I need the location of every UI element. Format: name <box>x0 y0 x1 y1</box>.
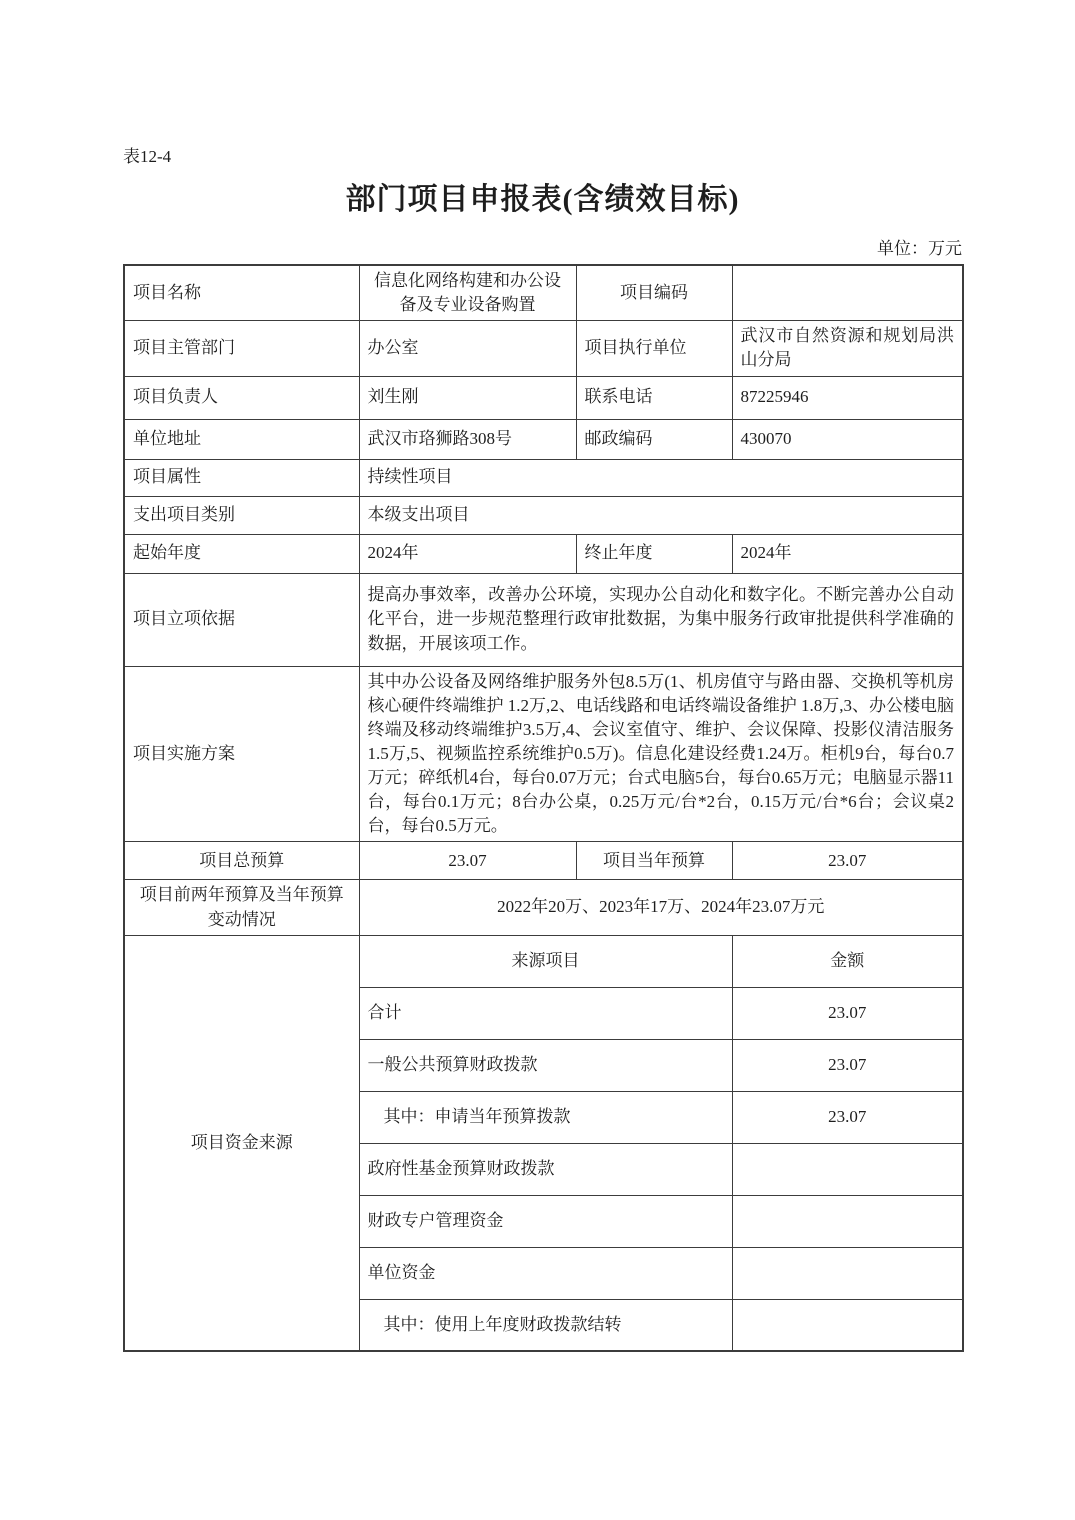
row-years <box>124 534 963 573</box>
row-budget-history <box>124 880 963 935</box>
end-year-value: 2024年 <box>732 534 963 573</box>
funding-row-label: 其中：申请当年预算拨款 <box>359 1091 732 1143</box>
attribute-value: 持续性项目 <box>359 459 963 496</box>
unit-note: 单位：万元 <box>877 239 962 258</box>
funding-row-amount: 23.07 <box>732 1091 963 1143</box>
row-plan <box>124 666 963 842</box>
funding-row-amount: 23.07 <box>732 987 963 1039</box>
project-code-value <box>732 265 963 321</box>
dept-label: 项目主管部门 <box>124 321 359 376</box>
exec-unit-label: 项目执行单位 <box>576 321 732 376</box>
start-year-value: 2024年 <box>359 534 576 573</box>
funding-row-label: 财政专户管理资金 <box>359 1195 732 1247</box>
phone-value: 87225946 <box>732 376 963 419</box>
exec-unit-value: 武汉市自然资源和规划局洪山分局 <box>732 321 963 376</box>
row-dept <box>124 321 963 376</box>
postcode-label: 邮政编码 <box>576 419 732 459</box>
funding-row-amount <box>732 1143 963 1195</box>
attribute-label: 项目属性 <box>124 459 359 496</box>
plan-label: 项目实施方案 <box>124 666 359 842</box>
funding-row-amount <box>732 1247 963 1299</box>
funding-header-row <box>124 935 963 987</box>
basis-value: 提高办事效率，改善办公环境，实现办公自动化和数字化。不断完善办公自动化平台，进一步规范整理行政审批数据，为集中服务行政审批提供科学准确的数据，开展该项工作。 <box>359 573 963 666</box>
row-address <box>124 419 963 459</box>
funding-amount-header: 金额 <box>732 935 963 987</box>
project-name-value: 信息化网络构建和办公设备及专业设备购置 <box>359 265 576 321</box>
total-budget-value: 23.07 <box>359 842 576 880</box>
funding-row-amount: 23.07 <box>732 1039 963 1091</box>
funding-row-label: 单位资金 <box>359 1247 732 1299</box>
postcode-value: 430070 <box>732 419 963 459</box>
end-year-label: 终止年度 <box>576 534 732 573</box>
funding-row-label: 政府性基金预算财政拨款 <box>359 1143 732 1195</box>
table-number: 表12-4 <box>123 147 172 166</box>
page-title: 部门项目申报表(含绩效目标) <box>345 183 740 216</box>
address-value: 武汉市珞狮路308号 <box>359 419 576 459</box>
row-attribute <box>124 459 963 496</box>
history-value: 2022年20万、2023年17万、2024年23.07万元 <box>359 880 963 935</box>
plan-value: 其中办公设备及网络维护服务外包8.5万(1、机房值守与路由器、交换机等机房核心硬件终端维护 1.2万,2、电话线路和电话终端设备维护 1.8万,3、办公楼电脑终端及移动终端维护3.5万,4、会议室值守、维护、会议保障、投影仪清洁服务 1.5万,5、视频监控系统维护0.5万)。信息化建设经费1.24万。柜机9台，每台0.7万元；碎纸机4台，每台0.07万元；台式电脑5台，每台0.65万元；电脑显示器11台，每台0.1万元；8台办公桌，0.25万元/台*2台，0.15万元/台*6台；会议桌2台，每台0.5万元。 <box>359 666 963 842</box>
funding-row-label: 一般公共预算财政拨款 <box>359 1039 732 1091</box>
funding-source-header: 来源项目 <box>359 935 732 987</box>
leader-label: 项目负责人 <box>124 376 359 419</box>
leader-value: 刘生刚 <box>359 376 576 419</box>
row-leader <box>124 376 963 419</box>
funding-section-label: 项目资金来源 <box>124 935 359 1351</box>
project-code-label: 项目编码 <box>576 265 732 321</box>
year-budget-value: 23.07 <box>732 842 963 880</box>
project-name-label: 项目名称 <box>124 265 359 321</box>
funding-row-label: 合计 <box>359 987 732 1039</box>
basis-label: 项目立项依据 <box>124 573 359 666</box>
year-budget-label: 项目当年预算 <box>576 842 732 880</box>
funding-row-amount <box>732 1299 963 1351</box>
history-label: 项目前两年预算及当年预算变动情况 <box>124 880 359 935</box>
project-application-table <box>123 264 964 1352</box>
total-budget-label: 项目总预算 <box>124 842 359 880</box>
start-year-label: 起始年度 <box>124 534 359 573</box>
dept-value: 办公室 <box>359 321 576 376</box>
expense-type-label: 支出项目类别 <box>124 496 359 534</box>
expense-type-value: 本级支出项目 <box>359 496 963 534</box>
funding-row-amount <box>732 1195 963 1247</box>
funding-row-label: 其中：使用上年度财政拨款结转 <box>359 1299 732 1351</box>
row-basis <box>124 573 963 666</box>
row-expense-type <box>124 496 963 534</box>
row-budget <box>124 842 963 880</box>
row-project-name <box>124 265 963 321</box>
address-label: 单位地址 <box>124 419 359 459</box>
document-content <box>123 146 962 1352</box>
phone-label: 联系电话 <box>576 376 732 419</box>
